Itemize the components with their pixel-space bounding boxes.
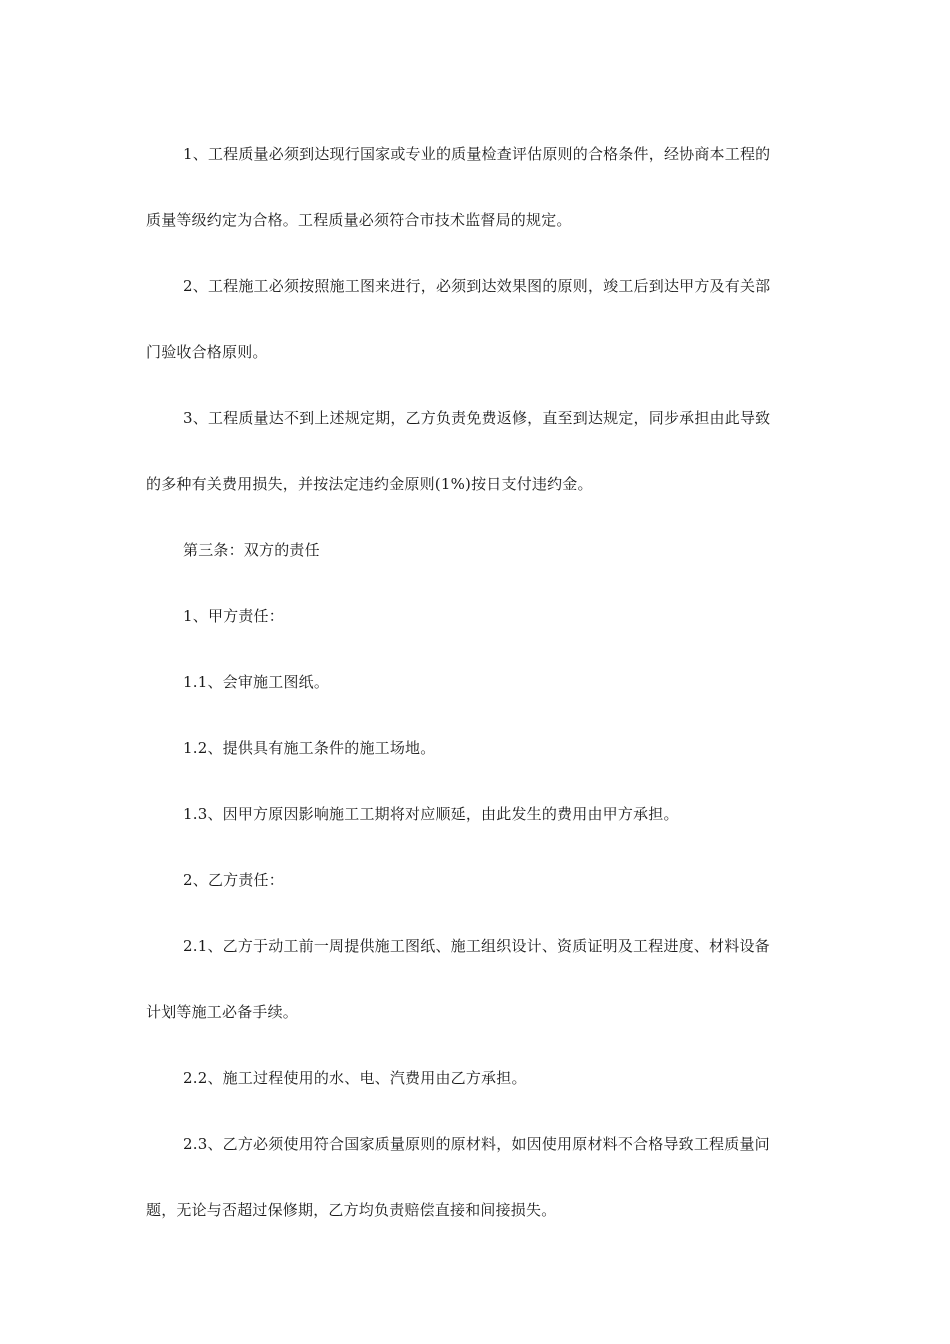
text-line: 2.1、乙方于动工前一周提供施工图纸、施工组织设计、资质证明及工程进度、材料设备	[183, 937, 770, 955]
text-line: 的多种有关费用损失，并按法定违约金原则(1%)按日支付违约金。	[146, 475, 593, 493]
text-line: 3、工程质量达不到上述规定期，乙方负责免费返修，直至到达规定，同步承担由此导致	[183, 409, 771, 427]
section-heading-article-3	[146, 517, 800, 583]
text-line: 2.2、施工过程使用的水、电、汽费用由乙方承担。	[183, 1069, 527, 1087]
subheading-party-a	[146, 583, 800, 649]
text-line: 计划等施工必备手续。	[146, 1003, 299, 1021]
subheading-party-b	[146, 847, 800, 913]
text-line: 1.2、提供具有施工条件的施工场地。	[183, 739, 436, 757]
clause-2-2	[146, 1045, 800, 1111]
text-line: 质量等级约定为合格。工程质量必须符合市技术监督局的规定。	[146, 211, 572, 229]
text-line: 2.3、乙方必须使用符合国家质量原则的原材料，如因使用原材料不合格导致工程质量问	[183, 1135, 770, 1153]
document-body	[146, 121, 800, 1243]
text-line: 门验收合格原则。	[146, 343, 268, 361]
text-line: 第三条：双方的责任	[183, 541, 320, 559]
text-line: 题，无论与否超过保修期，乙方均负责赔偿直接和间接损失。	[146, 1201, 557, 1219]
clause-1-1	[146, 649, 800, 715]
paragraph-construction-drawings	[146, 253, 800, 385]
text-line: 2、工程施工必须按照施工图来进行，必须到达效果图的原则，竣工后到达甲方及有关部	[183, 277, 771, 295]
text-line: 1.3、因甲方原因影响施工工期将对应顺延，由此发生的费用由甲方承担。	[183, 805, 679, 823]
text-line: 1.1、会审施工图纸。	[183, 673, 330, 691]
clause-1-3	[146, 781, 800, 847]
paragraph-quality-failure	[146, 385, 800, 517]
text-line: 1、甲方责任：	[183, 607, 284, 625]
clause-2-3	[146, 1111, 800, 1243]
clause-2-1	[146, 913, 800, 1045]
clause-1-2	[146, 715, 800, 781]
text-line: 1、工程质量必须到达现行国家或专业的质量检查评估原则的合格条件，经协商本工程的	[183, 145, 771, 163]
paragraph-quality-standard	[146, 121, 800, 253]
text-line: 2、乙方责任：	[183, 871, 284, 889]
